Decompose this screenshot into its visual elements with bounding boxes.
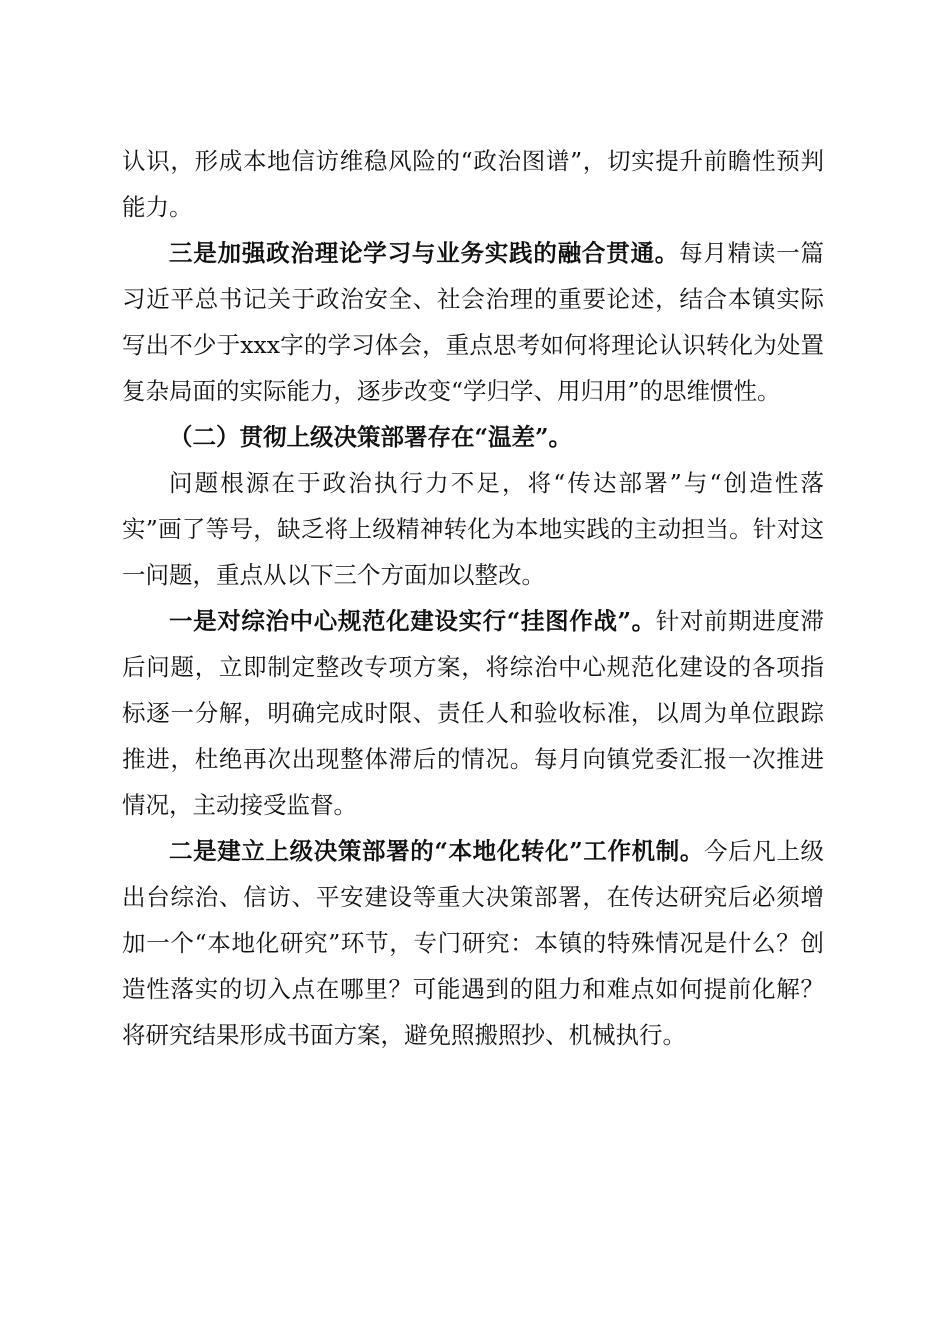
paragraph-measure-one — [122, 598, 824, 828]
section-heading: （二）贯彻上级决策部署存在“温差”。 — [169, 423, 573, 451]
paragraph-measure-two — [122, 828, 824, 1058]
paragraph-lead: 一是对综治中心规范化建设实行“挂图作战”。 — [169, 607, 656, 635]
paragraph-lead: 三是加强政治理论学习与业务实践的融合贯通。 — [169, 239, 680, 267]
paragraph-body: 针对前期进度滞后问题，立即制定整改专项方案，将综治中心规范化建设的各项指标逐一分解，明确完成时限、责任人和验收标准，以周为单位跟踪推进，杜绝再次出现整体滞后的情况。每月向镇党委汇报一次推进情况，主动接受监督。 — [122, 607, 825, 819]
paragraph-body: 每月精读一篇习近平总书记关于政治安全、社会治理的重要论述，结合本镇实际写出不少于xxx字的学习体会，重点思考如何将理论认识转化为处置复杂局面的实际能力，逐步改变“学归学、用归用”的思维惯性。 — [122, 239, 825, 405]
paragraph-body: 认识，形成本地信访维稳风险的“政治图谱”，切实提升前瞻性预判能力。 — [122, 147, 824, 221]
document-body — [122, 138, 824, 1058]
paragraph-body: 今后凡上级出台综治、信访、平安建设等重大决策部署，在传达研究后必须增加一个“本地化研究”环节，专门研究：本镇的特殊情况是什么？创造性落实的切入点在哪里？可能遇到的阻力和难点如何提前化解？将研究结果形成书面方案，避免照搬照抄、机械执行。 — [122, 837, 824, 1049]
paragraph-theory-study — [122, 230, 824, 414]
paragraph-lead: 二是建立上级决策部署的“本地化转化”工作机制。 — [169, 837, 704, 865]
paragraph-continuation — [122, 138, 824, 230]
paragraph-body: 问题根源在于政治执行力不足，将“传达部署”与“创造性落实”画了等号，缺乏将上级精神转化为本地实践的主动担当。针对这一问题，重点从以下三个方面加以整改。 — [122, 469, 824, 589]
paragraph-root-cause — [122, 460, 824, 598]
